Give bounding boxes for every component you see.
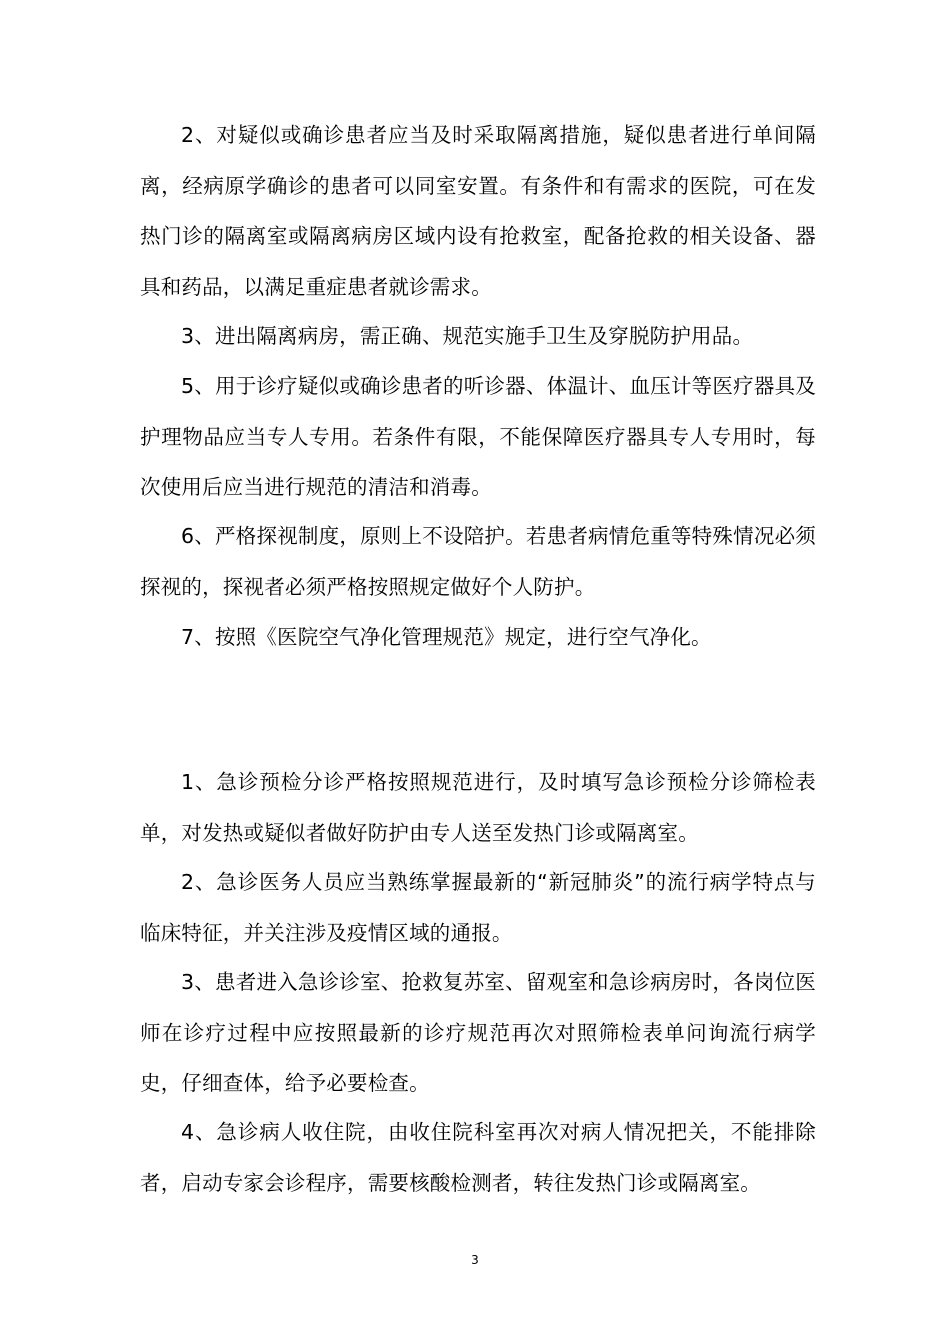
paragraph-epidemiology-knowledge: 2、急诊医务人员应当熟练掌握最新的“新冠肺炎”的流行病学特点与临床特征，并关注涉及疫情区域的通报。	[140, 870, 816, 945]
paragraph-dedicated-instruments: 5、用于诊疗疑似或确诊患者的听诊器、体温计、血压计等医疗器具及护理物品应当专人专用。若条件有限，不能保障医疗器具专人专用时，每次使用后应当进行规范的清洁和消毒。	[140, 374, 816, 499]
paragraph-visiting-policy: 6、严格探视制度，原则上不设陪护。若患者病情危重等特殊情况必须探视的，探视者必须严格按照规定做好个人防护。	[140, 524, 816, 599]
paragraph-emergency-consultation: 3、患者进入急诊诊室、抢救复苏室、留观室和急诊病房时，各岗位医师在诊疗过程中应按照最新的诊疗规范再次对照筛检表单问询流行病学史，仔细查体，给予必要检查。	[140, 970, 816, 1095]
paragraph-hand-hygiene: 3、进出隔离病房，需正确、规范实施手卫生及穿脱防护用品。	[181, 324, 754, 348]
paragraph-emergency-triage: 1、急诊预检分诊严格按照规范进行，及时填写急诊预检分诊筛检表单，对发热或疑似者做好防护由专人送至发热门诊或隔离室。	[140, 770, 816, 845]
paragraph-admission-review: 4、急诊病人收住院，由收住院科室再次对病人情况把关，不能排除者，启动专家会诊程序，需要核酸检测者，转往发热门诊或隔离室。	[140, 1120, 816, 1195]
paragraph-air-purification: 7、按照《医院空气净化管理规范》规定，进行空气净化。	[181, 625, 712, 649]
paragraph-isolation-measures: 2、对疑似或确诊患者应当及时采取隔离措施，疑似患者进行单间隔离，经病原学确诊的患者可以同室安置。有条件和有需求的医院，可在发热门诊的隔离室或隔离病房区域内设有抢救室，配备抢救的相关设备、器具和药品，以满足重症患者就诊需求。	[140, 123, 816, 299]
page-number: 3	[471, 1253, 479, 1267]
